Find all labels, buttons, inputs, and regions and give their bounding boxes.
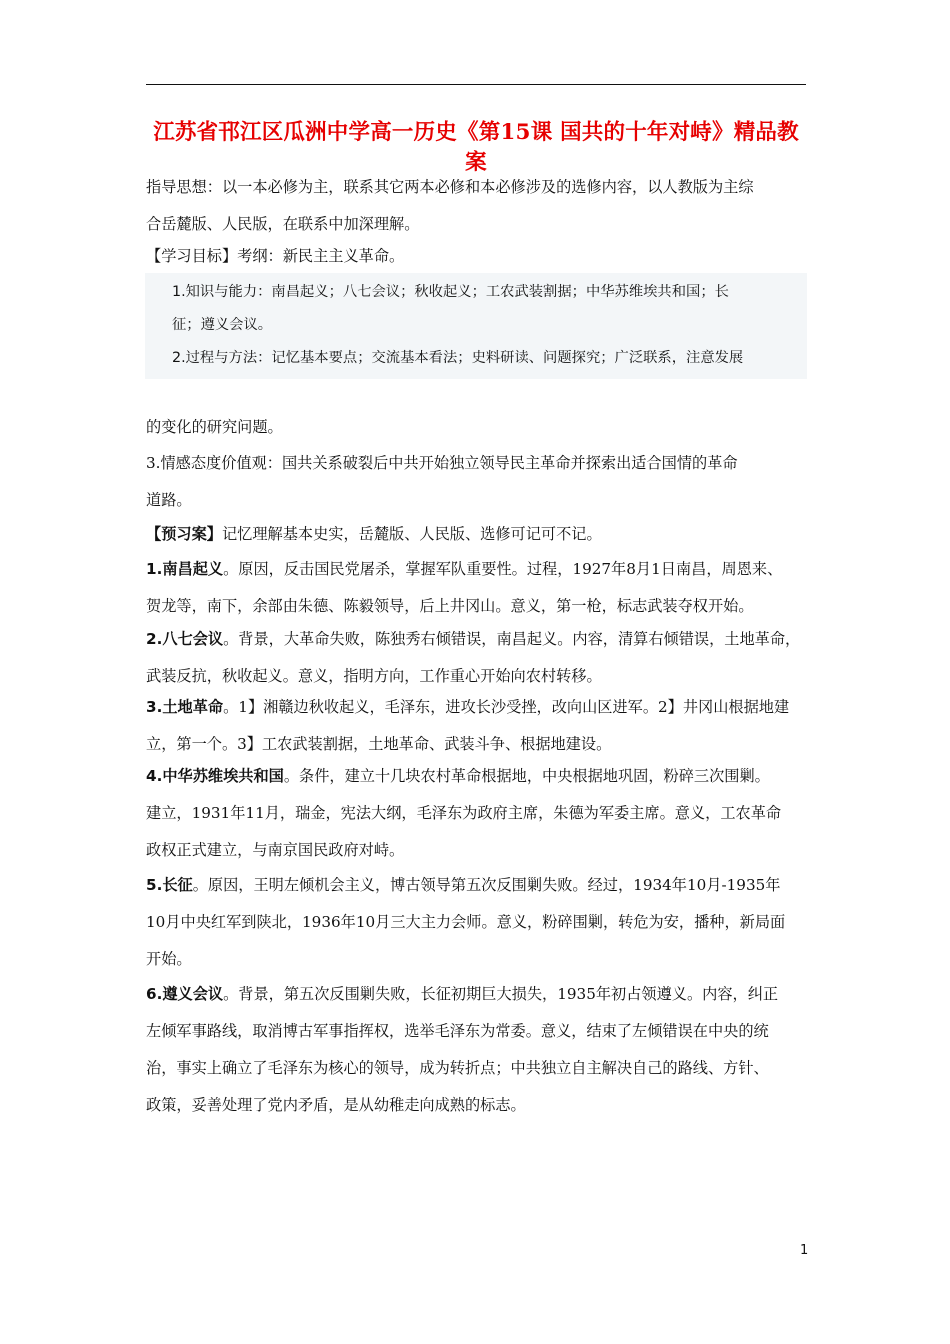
item-line: 10月中央红军到陕北，1936年10月三大主力会师。意义，粉碎围剿，转危为安，播种，新局面	[146, 913, 786, 931]
item-line: 建立，1931年11月，瑞金，宪法大纲，毛泽东为政府主席，朱德为军委主席。意义，工农革命	[146, 804, 782, 822]
item-text: 。背景，大革命失败，陈独秀右倾错误，南昌起义。内容，清算右倾错误，土地革命，	[223, 630, 801, 648]
item-title: 2.八七会议	[146, 630, 224, 648]
item-title: 3.土地革命	[146, 698, 224, 716]
item-land-revolution	[146, 689, 810, 763]
item-text: 。条件，建立十几块农村革命根据地，中央根据地巩固，粉碎三次围剿。	[283, 767, 770, 785]
item-line: 立，第一个。3】工农武装割据，土地革命、武装斗争、根据地建设。	[146, 735, 612, 753]
objective-line-2: 征；遵义会议。	[172, 317, 273, 333]
item-line: 武装反抗，秋收起义。意义，指明方向，工作重心开始向农村转移。	[146, 667, 602, 685]
preview-label: 【预习案】	[146, 525, 222, 543]
guidance-paragraph	[146, 169, 810, 243]
objectives-box	[145, 273, 807, 379]
page-number: 1	[800, 1243, 809, 1258]
item-title: 5.长征	[146, 876, 193, 894]
item-line: 贺龙等，南下，余部由朱德、陈毅领导，后上井冈山。意义，第一枪，标志武装夺权开始。	[146, 597, 754, 615]
objective-line-1: 1.知识与能力：南昌起义；八七会议；秋收起义；工农武装割据；中华苏维埃共和国；长	[172, 284, 729, 300]
learning-goals	[146, 238, 810, 275]
item-title: 6.遵义会议	[146, 985, 224, 1003]
item-chinese-soviet-republic	[146, 758, 810, 869]
preview-text: 记忆理解基本史实，岳麓版、人民版、选修可记可不记。	[221, 525, 602, 543]
item-text: 。1】湘赣边秋收起义，毛泽东，进攻长沙受挫，改向山区进军。2】井冈山根据地建	[223, 698, 790, 716]
item-zunyi-meeting	[146, 976, 810, 1124]
learning-goals-label: 【学习目标】	[146, 247, 238, 265]
item-long-march	[146, 867, 810, 978]
item-line: 政权正式建立，与南京国民政府对峙。	[146, 841, 405, 859]
objective-line-3: 2.过程与方法：记忆基本要点；交流基本看法；史料研读、问题探究；广泛联系，注意发展	[172, 350, 744, 366]
guidance-line-1: 指导思想：以一本必修为主，联系其它两本必修和本必修涉及的选修内容，以人教版为主综	[146, 178, 754, 196]
item-text: 。原因，反击国民党屠杀，掌握军队重要性。过程，1927年8月1日南昌，周恩来、	[223, 560, 783, 578]
item-line: 开始。	[146, 950, 192, 968]
emotion-objective	[146, 445, 810, 519]
item-line: 治，事实上确立了毛泽东为核心的领导，成为转折点；中共独立自主解决自己的路线、方针、	[146, 1059, 769, 1077]
item-text: 。背景，第五次反围剿失败，长征初期巨大损失，1935年初占领遵义。内容，纠正	[223, 985, 779, 1003]
item-nanchang-uprising	[146, 551, 810, 625]
item-title: 4.中华苏维埃共和国	[146, 767, 284, 785]
header-rule	[146, 84, 806, 85]
item-line: 左倾军事路线，取消博古军事指挥权，选举毛泽东为常委。意义，结束了左倾错误在中央的统	[146, 1022, 769, 1040]
learning-goals-text: 考纲：新民主主义革命。	[237, 247, 405, 265]
title-line-1: 江苏省邗江区瓜洲中学高一历史《第15课 国共的十年对峙》精品教	[153, 120, 799, 145]
guidance-line-2: 合岳麓版、人民版，在联系中加深理解。	[146, 215, 420, 233]
item-title: 1.南昌起义	[146, 560, 224, 578]
emotion-line-2: 道路。	[146, 491, 192, 509]
item-line: 政策，妥善处理了党内矛盾，是从幼稚走向成熟的标志。	[146, 1096, 526, 1114]
title-line-2: 案	[465, 150, 487, 175]
item-text: 。原因，王明左倾机会主义，博古领导第五次反围剿失败。经过，1934年10月-1935年	[192, 876, 781, 894]
item-august-seventh-meeting	[146, 621, 810, 695]
emotion-line-1: 3.情感态度价值观：国共关系破裂后中共开始独立领导民主革命并探索出适合国情的革命	[146, 454, 738, 472]
continuation-line: 的变化的研究问题。	[146, 418, 283, 436]
preview-section	[146, 516, 810, 553]
